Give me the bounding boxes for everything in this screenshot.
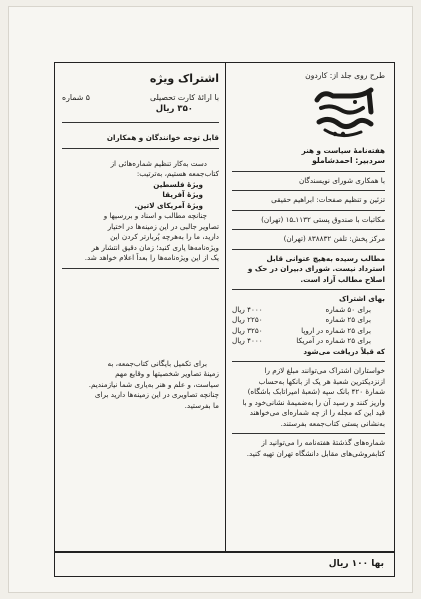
- request-line: چنانچه مطالب و اسناد و بررسیها و: [103, 211, 207, 220]
- divider: [232, 289, 385, 290]
- divider: [232, 433, 385, 434]
- weekly-subtitle: هفته‌نامهٔ سیاست و هنر: [301, 145, 385, 155]
- payment-line: ازنزدیکترین شعبهٔ هر یک از بانکها به‌حساب: [258, 376, 385, 386]
- subscription-row: [232, 336, 385, 347]
- subscription-heading: بهای اشتراک: [339, 294, 385, 303]
- attention-heading: قابل توجه خوانندگان و همکاران: [106, 133, 219, 142]
- subscription-label: برای ۲۵ شماره: [325, 315, 371, 324]
- prepay-note: که قبلاً دریافت می‌شود: [303, 346, 385, 356]
- archive-line: ما بفرستید.: [184, 400, 219, 410]
- magazine-logo-icon: [311, 86, 379, 142]
- subscription-row: [232, 315, 385, 326]
- divider: [232, 190, 385, 191]
- archive-line: برای تکمیل بایگانی کتاب‌جمعه، به: [107, 358, 207, 368]
- payment-line: شمارهٔ ۴۲۰ بانک سپه (شعبهٔ امیراتابک باشگاه): [247, 387, 385, 396]
- subscription-label: برای ۵۰ شماره: [325, 304, 371, 314]
- notice-line: استرداد نیست. شورای دبیران در حک و: [247, 264, 385, 273]
- special-issue-item: ویژهٔ آفریقا: [162, 190, 203, 199]
- distribution-center: مرکز پخش: تلفن ۸۳۸۸۳۲ (تهران): [283, 234, 385, 243]
- divider: [62, 268, 219, 269]
- magazine-page: [8, 6, 413, 593]
- postal-address: مکاتبات با صندوق پستی ۱۱۳۲ـ۱۵ (تهران): [261, 214, 385, 224]
- subscription-row: [232, 326, 385, 337]
- subscription-value: ۴۰۰۰ ریال: [232, 336, 263, 345]
- notice-line: مطالب رسیده به‌هیچ عنوانی قابل: [266, 253, 385, 263]
- divider: [232, 229, 385, 230]
- divider: [232, 361, 385, 362]
- request-line: ویژه‌نامه‌ها یاری کنید؛ زمان دقیق انتشار هر: [91, 242, 219, 252]
- subscription-label: برای ۲۵ شماره در آمریکا: [296, 336, 371, 345]
- request-line: دارید، ما را به‌هرچه پُربارتر کردن این: [110, 232, 219, 241]
- intro-line: دست به‌کار تنظیم شماره‌هائی از: [110, 158, 207, 168]
- request-line: تصاویر جالبی در این زمینه‌ها در اختیار: [107, 221, 219, 231]
- student-price: ۳۵۰ ریال: [155, 103, 193, 114]
- divider: [232, 171, 385, 172]
- archive-line: چنانچه تصاویری در این زمینه‌ها دارید برای: [94, 390, 219, 399]
- special-subscription-column: [55, 63, 225, 551]
- special-issue-item: ویژهٔ فلسطین: [153, 179, 203, 189]
- logo-area: [232, 82, 385, 146]
- divider: [232, 249, 385, 250]
- subscription-label: برای ۲۵ شماره در اروپا: [301, 325, 371, 335]
- payment-line: خواستاران اشتراک می‌توانند مبلغ لازم را: [264, 366, 385, 375]
- back-issues-line: کتابفروشی‌های مقابل دانشگاه تهران تهیه کنید.: [246, 448, 385, 458]
- layout-credit: تزئین و تنظیم صفحات: ابراهیم حقیقی: [271, 195, 385, 204]
- payment-line: به‌نشانی پستی کتاب‌جمعه بفرستند.: [280, 418, 385, 428]
- council-line: با همکاری شورای نویسندگان: [298, 175, 385, 185]
- footer-divider: [55, 551, 394, 553]
- request-line: یک از این ویژه‌نامه‌ها را بعداً اعلام خواهد شد.: [84, 253, 219, 262]
- subscription-value: ۲۲۵۰ ریال: [232, 315, 263, 324]
- divider: [232, 210, 385, 211]
- cover-credit: طرح روی جلد از: کاردون: [305, 71, 385, 80]
- back-issues-line: شماره‌های گذشتهٔ هفته‌نامه را می‌توانید از: [261, 438, 385, 447]
- special-subscription-title: اشتراک ویژه: [149, 72, 219, 85]
- content-frame: [54, 62, 395, 577]
- subscription-row: [232, 305, 385, 316]
- divider: [62, 122, 219, 123]
- archive-line: زمینهٔ تصاویر شخصیتها و وقایع مهم: [115, 369, 219, 378]
- subscription-value: ۳۲۵۰ ریال: [232, 325, 263, 335]
- notice-line: اصلاح مطالب آزاد است.: [300, 274, 385, 284]
- subscription-value: ۴۰۰۰ ریال: [232, 304, 263, 314]
- masthead-column: [226, 63, 394, 551]
- divider: [62, 148, 219, 149]
- special-issue-item: ویژهٔ آمریکای لاتین.: [134, 200, 203, 210]
- archive-line: سیاست، و علم و هنر به‌یاری شما نیازمندیم.: [88, 379, 219, 389]
- payment-line: قید این که مجله را از چه شماره‌ای می‌خواهند: [249, 408, 385, 417]
- student-offer-row: [62, 93, 219, 104]
- intro-line: کتاب‌جمعه هستیم، به‌ترتیب:: [136, 169, 219, 178]
- student-card-line: با ارائهٔ کارت تحصیلی: [149, 93, 219, 102]
- payment-line: واریز کنند و رسید آن را به‌ضمیمهٔ نشانی‌خود و با: [242, 397, 385, 407]
- editor-line: سردبیر: احمدشاملو: [312, 156, 385, 165]
- issue-price: بها ۱۰۰ ریال: [328, 559, 384, 569]
- student-issue-count: ۵ شماره: [62, 93, 90, 102]
